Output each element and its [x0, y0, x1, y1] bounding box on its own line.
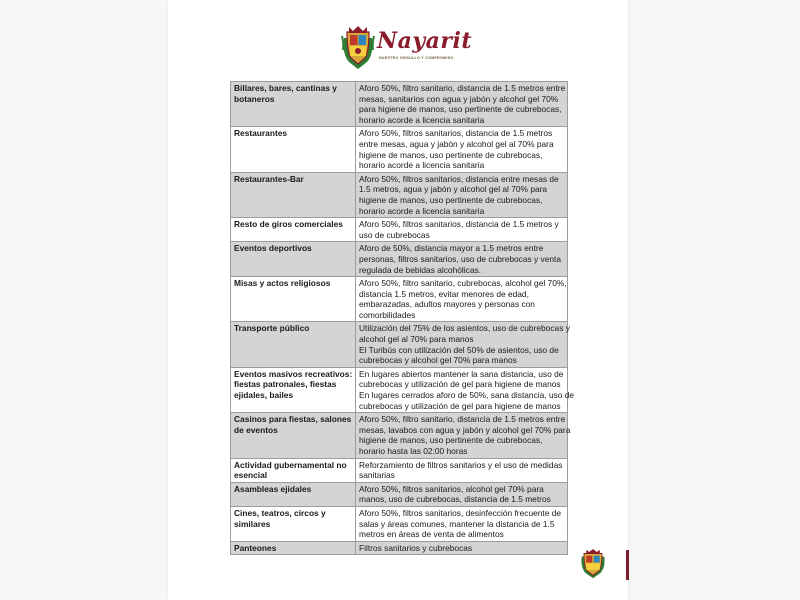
- activity-text-line: Panteones: [234, 542, 277, 553]
- activity-text-line: de eventos: [234, 424, 278, 435]
- activity-text-line: Asambleas ejidales: [234, 483, 312, 494]
- nayarit-coat-of-arms-icon: [580, 549, 606, 579]
- measures-text-line: Aforo 50%, filtro sanitario, distancia de 1.5 metros entre: [359, 414, 566, 425]
- measures-text-line: Aforo 50%, filtros sanitarios, distancia de 1.5 metros: [359, 128, 553, 139]
- table-row: [231, 127, 568, 172]
- measures-text-line: Aforo 50%, filtro sanitario, cubrebocas, alcohol gel 70%,: [359, 278, 567, 289]
- activity-text-line: Casinos para fiestas, salones: [234, 414, 352, 425]
- page-edge-accent: [626, 550, 629, 580]
- nayarit-coat-of-arms-icon: [341, 24, 375, 70]
- measures-text-line: En lugares abiertos mantener la sana distancia, uso de: [359, 368, 564, 379]
- measures-cell: [356, 322, 568, 367]
- activity-cell: [231, 458, 356, 482]
- activity-text-line: Restaurantes: [234, 128, 288, 139]
- measures-text-line: Aforo 50%, filtros sanitarios, distancia entre mesas de: [359, 173, 559, 184]
- measures-text-line: Filtros sanitarios y cubrebocas: [359, 542, 473, 553]
- activity-text-line: Resto de giros comerciales: [234, 219, 343, 230]
- activity-text-line: Billares, bares, cantinas y: [234, 83, 337, 93]
- measures-text-line: sanitarias: [359, 470, 395, 481]
- measures-text-line: salas y áreas comunes, mantener la distancia de 1.5: [359, 518, 555, 529]
- measures-cell: [356, 127, 568, 172]
- table-row: [231, 277, 568, 322]
- measures-text-line: 1.5 metros, agua y jabón y alcohol gel al 70% para: [359, 184, 548, 195]
- activity-cell: [231, 127, 356, 172]
- brand-title: Nayarit: [377, 28, 473, 54]
- table-row: [231, 413, 568, 458]
- measures-text-line: higiene de manos, uso pertinente de cubrebocas,: [359, 435, 543, 446]
- table-row: [231, 458, 568, 482]
- activity-cell: [231, 218, 356, 242]
- measures-cell: [356, 277, 568, 322]
- table-row: [231, 82, 568, 127]
- measures-text-line: Aforo de 50%, distancia mayor a 1.5 metros entre: [359, 243, 544, 254]
- measures-cell: [356, 172, 568, 217]
- measures-text-line: horario hasta las 02:00 horas: [359, 446, 468, 456]
- measures-text-line: alcohol gel al 70% para manos: [359, 334, 474, 345]
- measures-text-line: regulada de bebidas alcohólicas.: [359, 264, 481, 275]
- measures-text-line: mesas, lavabos con agua y jabón y alcohol gel 70% para: [359, 424, 571, 435]
- activity-cell: [231, 541, 356, 555]
- measures-cell: [356, 242, 568, 277]
- measures-text-line: Utilización del 75% de los asientos, uso de cubrebocas y: [359, 323, 570, 334]
- measures-cell: [356, 413, 571, 458]
- activity-cell: [231, 506, 356, 541]
- measures-cell: [356, 482, 568, 506]
- activity-text-line: Eventos deportivos: [234, 243, 312, 254]
- activity-cell: [231, 172, 356, 217]
- measures-text-line: uso de cubrebocas: [359, 229, 430, 240]
- measures-text-line: mesas, sanitarios con agua y jabón y alcohol gel 70%: [359, 93, 559, 104]
- measures-text-line: En lugares cerrados aforo de 50%, sana distancia, uso de: [359, 390, 575, 401]
- activity-text-line: ejidales, bailes: [234, 390, 294, 401]
- activity-cell: [231, 242, 356, 277]
- activity-text-line: Eventos masivos recreativos:: [234, 368, 353, 379]
- activity-cell: [231, 482, 356, 506]
- measures-text-line: manos, uso de cubrebocas, distancia de 1.5 metros: [359, 494, 551, 505]
- table-row: [231, 172, 568, 217]
- activity-cell: [231, 322, 356, 367]
- table-row: [231, 242, 568, 277]
- measures-text-line: Aforo 50%, filtros sanitarios, desinfección frecuente de: [359, 507, 562, 518]
- activity-cell: [231, 413, 356, 458]
- table-row: [231, 541, 568, 555]
- measures-text-line: Aforo 50%, filtros sanitarios, alcohol gel 70% para: [359, 483, 544, 494]
- measures-text-line: entre mesas, agua y jabón y alcohol gel al 70% para: [359, 138, 554, 149]
- measures-text-line: Aforo 50%, filtro sanitario, distancia de 1.5 metros entre: [359, 83, 566, 93]
- measures-text-line: horario acorde a licencia sanitaria: [359, 114, 485, 125]
- measures-cell: [356, 506, 568, 541]
- measures-text-line: horario acorde a licencia sanitaria: [359, 205, 485, 216]
- activity-text-line: Misas y actos religiosos: [234, 278, 331, 289]
- activity-text-line: Actividad gubernamental no: [234, 459, 347, 470]
- activity-text-line: botaneros: [234, 93, 275, 104]
- measures-text-line: cubrebocas y utilización de gel para higiene de manos: [359, 400, 561, 411]
- measures-text-line: embarazadas, adultos mayores y personas con: [359, 299, 535, 310]
- measures-text-line: higiene de manos, uso pertinente de cubrebocas,: [359, 149, 543, 160]
- measures-text-line: Reforzamiento de filtros sanitarios y el uso de medidas: [359, 459, 563, 470]
- activity-text-line: Restaurantes-Bar: [234, 173, 304, 184]
- activity-text-line: esencial: [234, 470, 268, 481]
- measures-cell: [356, 367, 575, 412]
- table-row: [231, 482, 568, 506]
- measures-text-line: cubrebocas y alcohol gel 70% para manos: [359, 355, 517, 366]
- measures-text-line: horario acorde a licencia sanitaria: [359, 160, 485, 171]
- table-row: [231, 218, 568, 242]
- measures-text-line: Aforo 50%, filtros sanitarios, distancia de 1.5 metros y: [359, 219, 559, 230]
- measures-text-line: cubrebocas y utilización de gel para higiene de manos: [359, 379, 561, 390]
- activity-cell: [231, 277, 356, 322]
- measures-text-line: para higiene de manos, uso pertinente de cubrebocas,: [359, 104, 562, 115]
- measures-text-line: distancia 1.5 metros, evitar menores de edad,: [359, 288, 529, 299]
- activity-text-line: fiestas patronales, fiestas: [234, 379, 337, 390]
- header-logo: [341, 24, 481, 74]
- measures-text-line: higiene de manos, uso pertinente de cubrebocas,: [359, 194, 543, 205]
- brand-subtitle: NUESTRO ORGULLO Y COMPROMISO: [379, 56, 454, 60]
- activity-cell: [231, 367, 356, 412]
- activity-text-line: similares: [234, 518, 271, 529]
- measures-cell: [356, 82, 568, 127]
- measures-text-line: El Turibús con utilización del 50% de asientos, uso de: [359, 344, 559, 355]
- measures-cell: [356, 541, 568, 555]
- table-row: [231, 506, 568, 541]
- activity-cell: [231, 82, 356, 127]
- table-body: [231, 82, 575, 555]
- table-row: [231, 322, 568, 367]
- activity-text-line: Transporte público: [234, 323, 310, 334]
- measures-text-line: comorbilidades: [359, 309, 416, 320]
- sanitary-measures-table: [230, 81, 575, 555]
- measures-cell: [356, 218, 568, 242]
- activity-text-line: Cines, teatros, circos y: [234, 507, 326, 518]
- measures-text-line: metros en áreas de venta de alimentos: [359, 529, 504, 540]
- measures-cell: [356, 458, 568, 482]
- table-row: [231, 367, 568, 412]
- measures-text-line: personas, filtros sanitarios, uso de cubrebocas y venta: [359, 253, 562, 264]
